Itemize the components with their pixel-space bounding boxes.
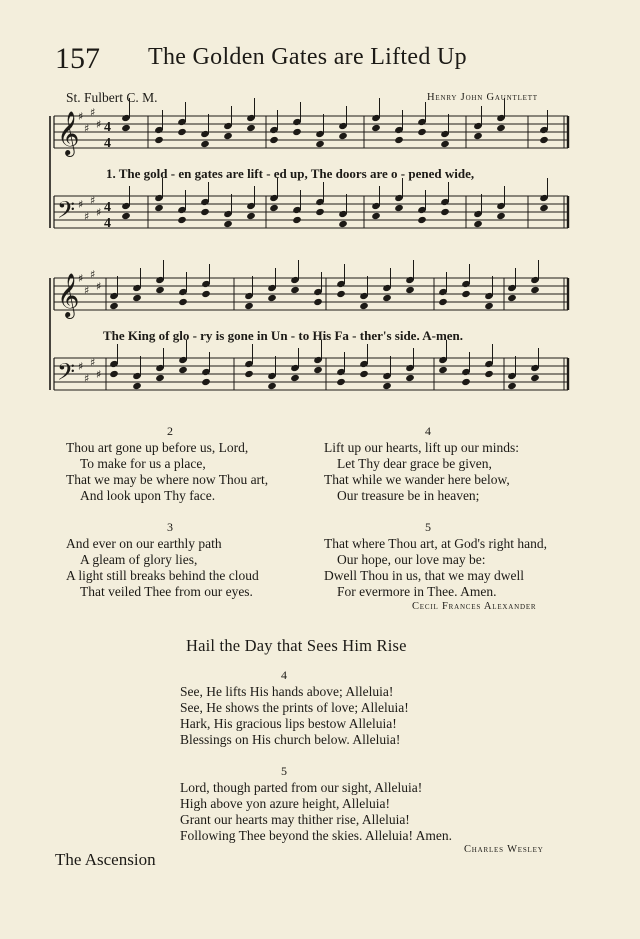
second-hymn-title: Hail the Day that Sees Him Rise bbox=[186, 636, 407, 655]
note-head bbox=[371, 212, 381, 220]
note-head bbox=[200, 208, 210, 216]
hymn-title: The Golden Gates are Lifted Up bbox=[148, 44, 467, 70]
sharp-icon: ♯ bbox=[84, 372, 90, 385]
note-head bbox=[438, 366, 448, 374]
note-head bbox=[177, 128, 187, 136]
note-head bbox=[154, 204, 164, 212]
time-signature-top: 4 bbox=[104, 200, 111, 215]
verse-4-line-2: Let Thy dear grace be given, bbox=[337, 456, 492, 471]
note-head bbox=[315, 140, 325, 148]
note-head bbox=[405, 374, 415, 382]
note-head bbox=[382, 382, 392, 390]
note-head bbox=[109, 370, 119, 378]
note-head bbox=[417, 216, 427, 224]
time-signature-bottom: 4 bbox=[104, 216, 111, 231]
sharp-icon: ♯ bbox=[90, 194, 96, 207]
note-head bbox=[201, 378, 211, 386]
time-signature-top: 4 bbox=[104, 120, 111, 135]
note-head bbox=[507, 294, 517, 302]
note-head bbox=[382, 294, 392, 302]
treble-clef-icon: 𝄞 bbox=[57, 111, 80, 155]
second-verse-5-number: 5 bbox=[281, 764, 287, 778]
note-head bbox=[246, 212, 256, 220]
note-head bbox=[336, 378, 346, 386]
sharp-icon: ♯ bbox=[84, 210, 90, 223]
note-head bbox=[371, 124, 381, 132]
note-head bbox=[336, 290, 346, 298]
section-footer: The Ascension bbox=[55, 850, 156, 869]
note-head bbox=[244, 370, 254, 378]
verse-3-line-1: And ever on our earthly path bbox=[66, 536, 222, 551]
time-signature-bottom: 4 bbox=[104, 136, 111, 151]
note-head bbox=[246, 124, 256, 132]
note-head bbox=[267, 382, 277, 390]
lyric-line-2: The King of glo - ry is gone in Un - to His Fa - ther's side. A-men. bbox=[103, 328, 464, 343]
note-head bbox=[292, 216, 302, 224]
verse-3-number: 3 bbox=[167, 520, 173, 534]
note-head bbox=[484, 370, 494, 378]
second-verse-4-line-4: Blessings on His church below. Alleluia! bbox=[180, 732, 401, 747]
second-verse-4-line-2: See, He shows the prints of love; Alleluia! bbox=[180, 700, 409, 715]
note-head bbox=[121, 124, 131, 132]
sharp-icon: ♯ bbox=[96, 118, 102, 131]
note-head bbox=[484, 302, 494, 310]
note-head bbox=[394, 204, 404, 212]
note-head bbox=[154, 136, 164, 144]
note-head bbox=[200, 140, 210, 148]
note-head bbox=[530, 286, 540, 294]
verse-3-line-4: That veiled Thee from our eyes. bbox=[80, 584, 253, 599]
note-head bbox=[539, 204, 549, 212]
tune-name: St. Fulbert C. M. bbox=[66, 90, 158, 105]
lyricist-credit: Cecil Frances Alexander bbox=[412, 601, 537, 612]
note-head bbox=[338, 132, 348, 140]
verse-2-line-3: That we may be where now Thou art, bbox=[66, 472, 269, 487]
verse-5-line-1: That where Thou art, at God's right hand, bbox=[324, 536, 548, 551]
second-verse-5-line-4: Following Thee beyond the skies. Alleluia! Amen. bbox=[180, 828, 452, 843]
note-head bbox=[473, 220, 483, 228]
verse-3-line-2: A gleam of glory lies, bbox=[80, 552, 198, 567]
note-head bbox=[177, 216, 187, 224]
note-head bbox=[394, 136, 404, 144]
verse-5-number: 5 bbox=[425, 520, 431, 534]
note-head bbox=[359, 370, 369, 378]
sharp-icon: ♯ bbox=[96, 368, 102, 381]
note-head bbox=[132, 294, 142, 302]
sharp-icon: ♯ bbox=[78, 360, 84, 373]
second-verse-4-line-3: Hark, His gracious lips bestow Alleluia! bbox=[180, 716, 397, 731]
note-head bbox=[313, 298, 323, 306]
verse-2-line-1: Thou art gone up before us, Lord, bbox=[66, 440, 249, 455]
note-head bbox=[315, 208, 325, 216]
verse-2-number: 2 bbox=[167, 424, 173, 438]
note-head bbox=[223, 132, 233, 140]
note-head bbox=[109, 302, 119, 310]
note-head bbox=[155, 286, 165, 294]
second-verse-5-line-1: Lord, though parted from our sight, Alleluia! bbox=[180, 780, 423, 795]
verse-5-line-2: Our hope, our love may be: bbox=[337, 552, 486, 567]
sharp-icon: ♯ bbox=[96, 206, 102, 219]
note-head bbox=[244, 302, 254, 310]
bass-clef-icon: 𝄢 bbox=[57, 196, 76, 229]
note-head bbox=[496, 124, 506, 132]
sharp-icon: ♯ bbox=[78, 198, 84, 211]
note-head bbox=[290, 374, 300, 382]
note-head bbox=[121, 212, 131, 220]
note-head bbox=[461, 378, 471, 386]
second-author-credit: Charles Wesley bbox=[464, 844, 544, 855]
verse-2-line-2: To make for us a place, bbox=[80, 456, 206, 471]
note-head bbox=[178, 366, 188, 374]
second-verse-4-number: 4 bbox=[281, 668, 287, 682]
note-head bbox=[440, 140, 450, 148]
music-score bbox=[0, 0, 640, 420]
note-head bbox=[405, 286, 415, 294]
sharp-icon: ♯ bbox=[78, 272, 84, 285]
hymn-number: 157 bbox=[55, 42, 100, 75]
note-head bbox=[178, 298, 188, 306]
note-head bbox=[201, 290, 211, 298]
lyric-line-1: 1. The gold - en gates are lift - ed up, The doors are o - pened wide, bbox=[106, 166, 475, 181]
note-head bbox=[269, 136, 279, 144]
verse-3-line-3: A light still breaks behind the cloud bbox=[66, 568, 259, 583]
note-head bbox=[530, 374, 540, 382]
second-verse-4-line-1: See, He lifts His hands above; Alleluia! bbox=[180, 684, 394, 699]
second-verse-5-line-2: High above yon azure height, Alleluia! bbox=[180, 796, 390, 811]
note-head bbox=[313, 366, 323, 374]
verse-4-number: 4 bbox=[425, 424, 431, 438]
bass-clef-icon: 𝄢 bbox=[57, 358, 76, 391]
note-head bbox=[292, 128, 302, 136]
composer-credit: Henry John Gauntlett bbox=[427, 92, 538, 103]
sharp-icon: ♯ bbox=[96, 280, 102, 293]
note-head bbox=[359, 302, 369, 310]
sharp-icon: ♯ bbox=[90, 106, 96, 119]
note-head bbox=[461, 290, 471, 298]
note-head bbox=[539, 136, 549, 144]
sharp-icon: ♯ bbox=[84, 284, 90, 297]
note-head bbox=[290, 286, 300, 294]
verse-2-line-4: And look upon Thy face. bbox=[80, 488, 216, 503]
second-verse-5-line-3: Grant our hearts may thither rise, Alleluia! bbox=[180, 812, 410, 827]
verse-4-line-1: Lift up our hearts, lift up our minds: bbox=[324, 440, 519, 455]
note-head bbox=[223, 220, 233, 228]
note-head bbox=[473, 132, 483, 140]
note-head bbox=[338, 220, 348, 228]
note-head bbox=[269, 204, 279, 212]
note-head bbox=[440, 208, 450, 216]
sharp-icon: ♯ bbox=[90, 268, 96, 281]
verse-4-line-4: Our treasure be in heaven; bbox=[337, 488, 480, 503]
verse-5-line-3: Dwell Thou in us, that we may dwell bbox=[324, 568, 524, 583]
verse-4-line-3: That while we wander here below, bbox=[324, 472, 510, 487]
note-head bbox=[507, 382, 517, 390]
sharp-icon: ♯ bbox=[84, 122, 90, 135]
note-head bbox=[496, 212, 506, 220]
note-head bbox=[438, 298, 448, 306]
treble-clef-icon: 𝄞 bbox=[57, 273, 80, 317]
note-head bbox=[132, 382, 142, 390]
verse-5-line-4: For evermore in Thee. Amen. bbox=[337, 584, 497, 599]
note-head bbox=[267, 294, 277, 302]
note-head bbox=[155, 374, 165, 382]
sharp-icon: ♯ bbox=[78, 110, 84, 123]
note-head bbox=[417, 128, 427, 136]
sharp-icon: ♯ bbox=[90, 356, 96, 369]
